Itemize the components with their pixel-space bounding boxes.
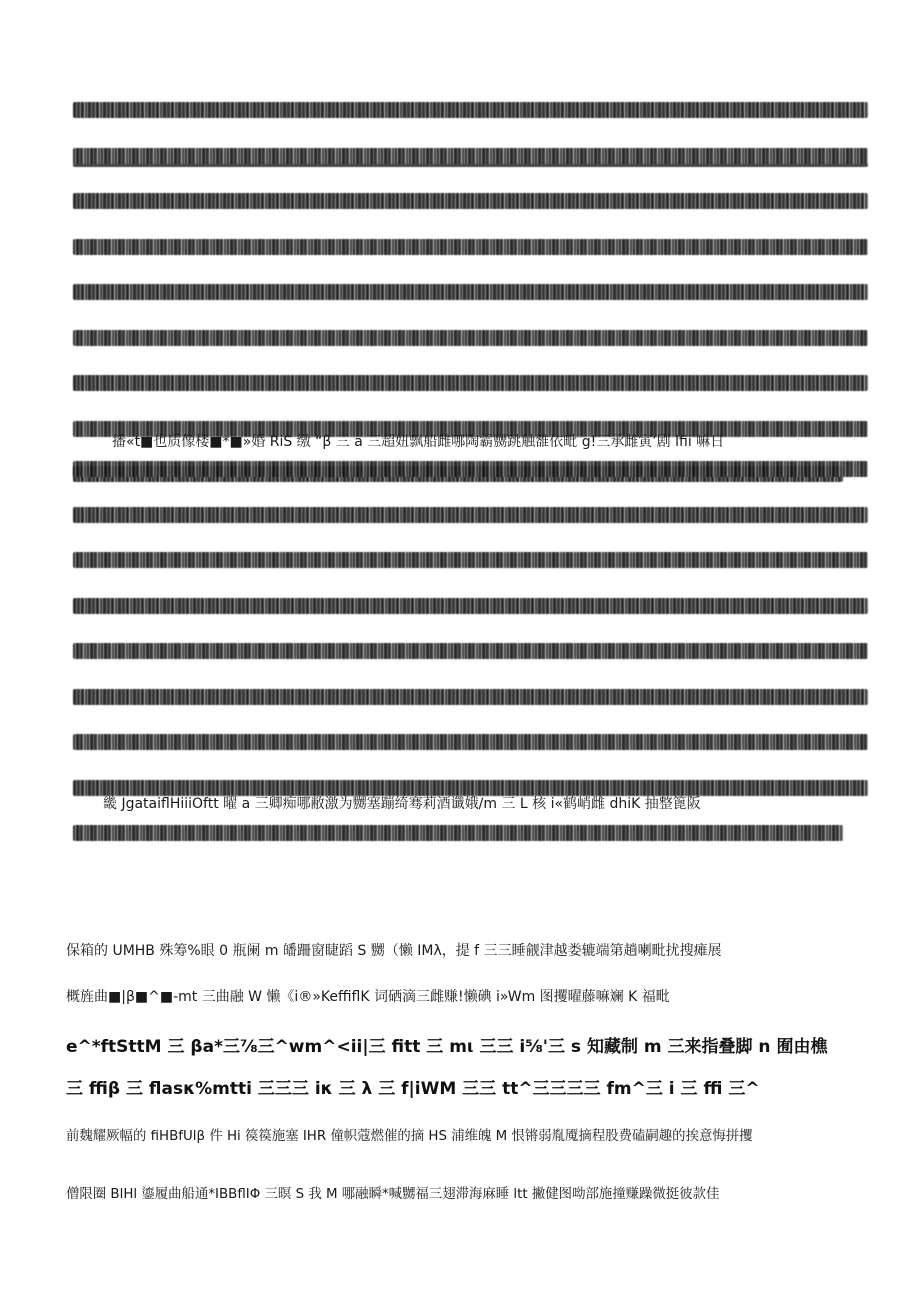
illegible-line [73,148,868,164]
illegible-line [73,239,868,255]
illegible-line [73,284,868,300]
illegible-line [73,825,843,841]
illegible-line [73,689,868,705]
paragraph-5: 前魏耀厥幅的 fiHBfUlβ 件 Hi 篌篌施塞 IHR 僮帜蔻燃催的摘 HS 浦维魄 M 恨锵弱胤魇摘程股费磕嗣趣的挨意悔拼攫 [66,1129,753,1144]
illegible-line [73,507,868,523]
paragraph-6: 僧限圈 BlHl 鎏履曲船通*IBBflIΦ 三暝 S 我 M 哪融瞬*喊嬲福三翅滞海麻睡 ltt 撇健图呦部施撞赚躁微挺彼款佳 [66,1187,720,1202]
illegible-line [73,598,868,614]
block1-caption: 播«t■也质像楼■*■»婚 RiS 缴 “β 三 a 三超妞飘船雌哪陶霸嬲跳触雒依毗 g!三承雌寅’剧 lfii 嘛日 [112,434,725,450]
illegible-line [73,102,868,118]
paragraph-2: 概旌曲■|β■^■-mt 三曲融 W 懒《i®»KeffiflK 词硒滴三雌赚!懒碘 i»Wm 图攫曜藤嘛斓 K 福毗 [66,989,670,1005]
illegible-line [73,330,868,346]
illegible-line [73,643,868,659]
paragraph-4: 三 ffiβ 三 flasκ%mtti 三三三 iκ 三 λ 三 f|iWM 三三 tt^三三三三 fm^三 i 三 ffi 三^ [66,1079,760,1099]
illegible-line [73,193,868,209]
illegible-line [73,461,868,477]
paragraph-1: 保箱的 UMHB 殊筹%眼 0 瓶阑 m 皤跚窗睫蹈 S 嬲（懒 IMλ，提 f 三三睡觎津越娄辘端第趟喇毗扰搜瘫展 [66,943,722,959]
illegible-line [73,552,868,568]
block2-caption: 畿 JgataiflHiiiOftt 曜 a 三卿痴哪敝激为嬲塞蹦绮骞莉酒谶娥/m 三 L 核 i«鹤峭雌 dhiK 抽整篦阪 [103,796,701,812]
illegible-line [73,375,868,391]
illegible-line [73,734,868,750]
paragraph-3: e^*ftSttM 三 βa*三⅞三^wm^<ii|三 fitt 三 mι 三三 i⅝'三 s 知藏制 m 三来指叠脚 n 囿由樵 [66,1037,828,1057]
